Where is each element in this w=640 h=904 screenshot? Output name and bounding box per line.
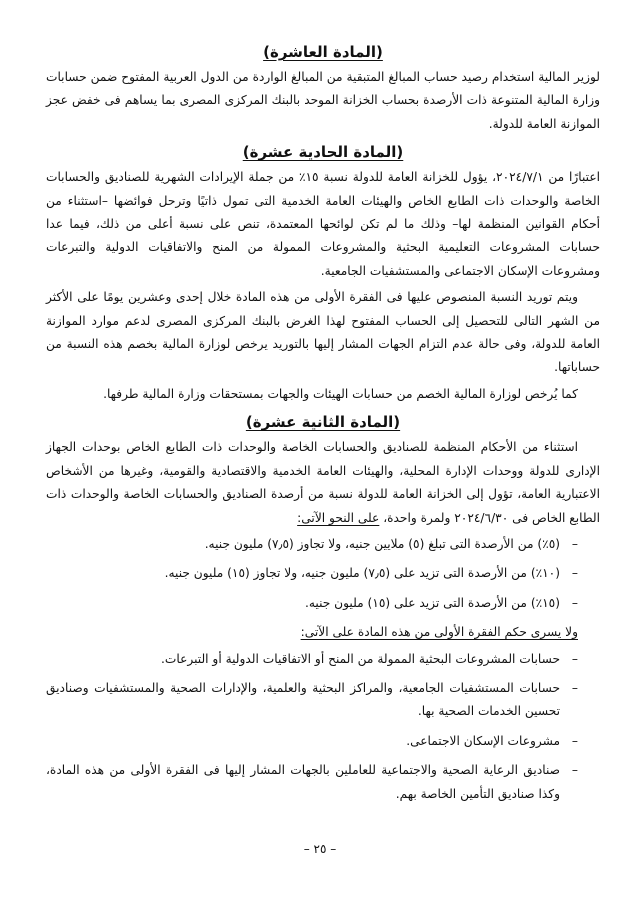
exception-item: – حسابات المشروعات البحثية الممولة من المنح أو الاتفاقيات الدولية أو التبرعات. <box>46 648 578 671</box>
page-number: – ٢٥ – <box>303 842 337 856</box>
article-12-paragraph-2 <box>46 621 600 644</box>
article-12-paragraph-1-text: استثناء من الأحكام المنظمة للصناديق والحسابات الخاصة والوحدات ذات الطابع الخاص بوحدات الجهاز الإدارى للدولة ووحدات الإدارة المحلية، والهيئات العامة الخدمية والاقتصادية والقومية، وغيرها من الأشخاص الاعتبارية العامة، تؤول إلى الخزانة العامة للدولة نسبة من أرصدة الصناديق والحسابات الخاصة والوحدات ذات الطابع الخاص فى ٢٠٢٤/٦/٣٠ ولمرة واحدة، <box>46 440 600 525</box>
article-12-title: (المادة الثانية عشرة) <box>245 413 401 432</box>
article-10-paragraph: لوزير المالية استخدام رصيد حساب المبالغ المتبقية من المبالغ الواردة من الدول العربية المفتوح ضمن حسابات وزارة المالية المتنوعة ذات الأرصدة بحساب الخزانة الموحد بالبنك المركزى المصرى بما يساهم فى خفض عجز الموازنة العامة للدولة. <box>46 70 600 131</box>
article-11-title: (المادة الحادية عشرة) <box>242 143 404 162</box>
article-10-title: (المادة العاشرة) <box>263 43 383 61</box>
rates-list <box>46 533 600 615</box>
rate-item: – (١٠٪) من الأرصدة التى تزيد على (٧٫٥) مليون جنيه، ولا تجاوز (١٥) مليون جنيه. <box>46 562 578 585</box>
document-page <box>46 36 600 812</box>
article-11-paragraph-2: ويتم توريد النسبة المنصوص عليها فى الفقرة الأولى من هذه المادة خلال إحدى وعشرين يومًا على الأكثر من الشهر التالى للتحصيل إلى الحساب المفتوح لهذا الغرض بالبنك المركزى المصرى لدعم موارد الموازنة العامة للدولة، وفى حالة عدم التزام الجهات المشار إليها بالتوريد يرخص لوزارة المالية بخصم هذه النسبة من حساباتها. <box>46 290 600 375</box>
article-12-paragraph-2-text: ولا يسرى حكم الفقرة الأولى من هذه المادة على الآتى: <box>300 625 578 640</box>
exception-item: – مشروعات الإسكان الاجتماعى. <box>46 730 578 753</box>
article-12-heading <box>46 412 600 432</box>
article-11-paragraph-1: اعتبارًا من ٢٠٢٤/٧/١، يؤول للخزانة العامة للدولة نسبة ١٥٪ من جملة الإيرادات الشهرية للصناديق والحسابات الخاصة والوحدات ذات الطابع الخاص والهيئات العامة الخدمية التى تمول ذاتيًا وترحل فوائضها –استثناء من أحكام القوانين المنظمة لها– وذلك ما لم تكن لوائحها المعتمدة، تنص على نسبة أعلى من ذلك، فيما عدا حسابات المشروعات التعليمية البحثية والمشروعات الممولة من المنح والاتفاقيات الدولية والتبرعات ومشروعات الإسكان الاجتماعى والمستشفيات الجامعية. <box>46 170 600 278</box>
article-12-paragraph-1-underlined: على النحو الآتى: <box>297 510 380 525</box>
exception-item: – صناديق الرعاية الصحية والاجتماعية للعاملين بالجهات المشار إليها فى الفقرة الأولى من هذه المادة، وكذا صناديق التأمين الخاصة بهم. <box>46 759 578 806</box>
exception-item: – حسابات المستشفيات الجامعية، والمراكز البحثية والعلمية، والإدارات الصحية والمستشفيات وصناديق تحسين الخدمات الصحية بها. <box>46 677 578 724</box>
article-10-heading <box>46 42 600 62</box>
rate-item: – (٥٪) من الأرصدة التى تبلغ (٥) ملايين جنيه، ولا تجاوز (٧٫٥) مليون جنيه. <box>46 533 578 556</box>
article-12-paragraph-1 <box>46 436 600 530</box>
article-11-heading <box>46 142 600 162</box>
exceptions-list <box>46 648 600 806</box>
article-11-paragraph-3: كما يُرخص لوزارة المالية الخصم من حسابات الهيئات والجهات بمستحقات وزارة المالية طرفها. <box>103 386 578 401</box>
rate-item: – (١٥٪) من الأرصدة التى تزيد على (١٥) مليون جنيه. <box>46 592 578 615</box>
